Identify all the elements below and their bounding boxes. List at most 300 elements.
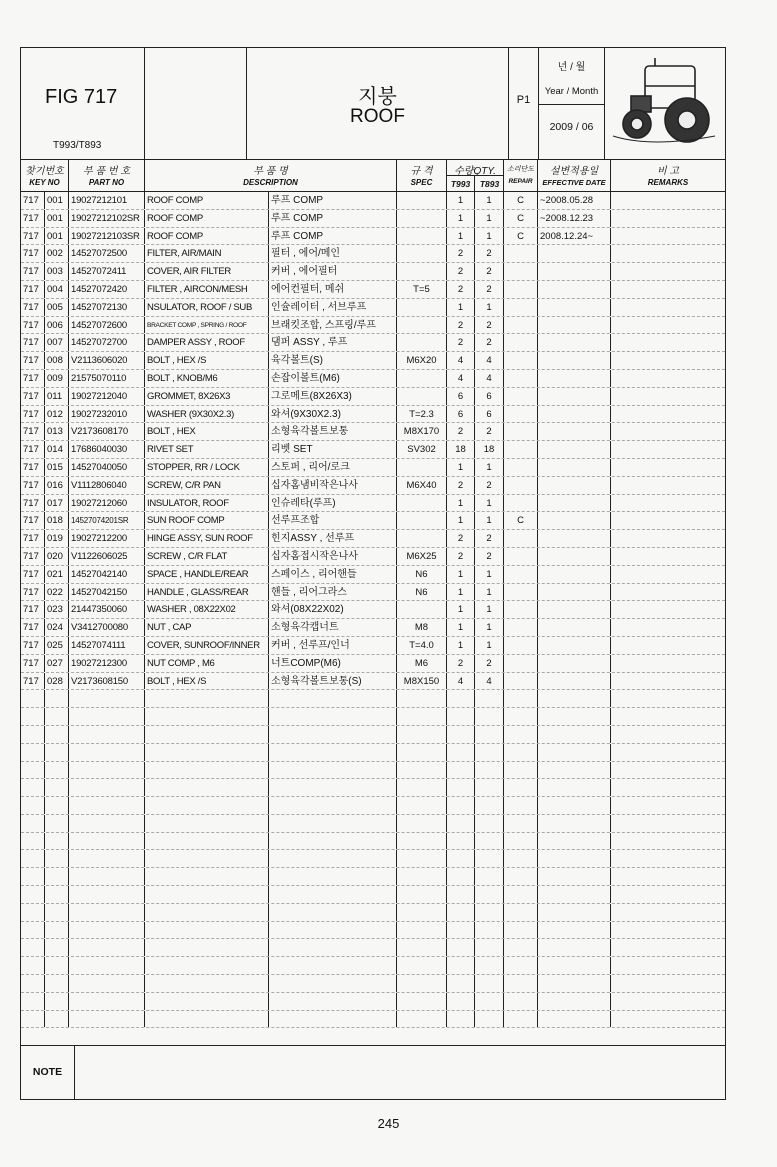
cell-q2: 1: [475, 584, 504, 601]
cell-part: 14527042140: [69, 566, 145, 583]
tractor-icon: [605, 48, 725, 159]
cell-q1: 2: [447, 245, 475, 262]
table-row: [21, 334, 725, 352]
cell-q1: 1: [447, 299, 475, 316]
cell-part: 19027212040: [69, 388, 145, 405]
cell-part: 19027212300: [69, 655, 145, 672]
table-row: [21, 459, 725, 477]
cell-eff: [538, 655, 611, 672]
cell-ko: 힌지ASSY , 선루프: [269, 530, 397, 547]
cell-k2: 002: [45, 245, 69, 262]
table-row: [21, 495, 725, 513]
cell-q1: 1: [447, 512, 475, 529]
cell-k2: 018: [45, 512, 69, 529]
cell-eff: [538, 619, 611, 636]
cell-k2: 023: [45, 601, 69, 618]
cell-rep: [504, 406, 538, 423]
empty-row: [21, 833, 725, 851]
cell-desc: ROOF COMP: [145, 210, 269, 227]
cell-eff: [538, 299, 611, 316]
cell-spec: [397, 512, 447, 529]
cell-part: 19027212060: [69, 495, 145, 512]
cell-k2: 001: [45, 192, 69, 209]
cell-k1: 717: [21, 228, 45, 245]
cell-k1: 717: [21, 655, 45, 672]
cell-k2: 008: [45, 352, 69, 369]
cell-rem: [611, 228, 725, 245]
cell-q2: 2: [475, 548, 504, 565]
parts-sheet: [20, 47, 726, 1100]
cell-desc: FILTER , AIRCON/MESH: [145, 281, 269, 298]
cell-spec: [397, 299, 447, 316]
cell-rem: [611, 245, 725, 262]
cell-rep: [504, 495, 538, 512]
cell-rep: [504, 441, 538, 458]
cell-rem: [611, 210, 725, 227]
cell-rep: [504, 619, 538, 636]
cell-rep: [504, 548, 538, 565]
cell-k2: 015: [45, 459, 69, 476]
cell-q2: 1: [475, 228, 504, 245]
cell-k1: 717: [21, 281, 45, 298]
cell-rep: C: [504, 512, 538, 529]
cell-k1: 717: [21, 548, 45, 565]
col-spec: 규 격 SPEC: [397, 160, 447, 191]
cell-part: 14527072600: [69, 317, 145, 334]
cell-q2: 1: [475, 495, 504, 512]
cell-ko: 와셔(9X30X2.3): [269, 406, 397, 423]
cell-rem: [611, 317, 725, 334]
year-month-cell: [539, 48, 605, 159]
cell-ko: 핸들 , 리어그라스: [269, 584, 397, 601]
cell-q2: 2: [475, 245, 504, 262]
cell-desc: NSULATOR, ROOF / SUB: [145, 299, 269, 316]
cell-k1: 717: [21, 530, 45, 547]
cell-k1: 717: [21, 317, 45, 334]
year-month-label-en: Year / Month: [544, 86, 599, 97]
cell-part: 19027212103SR: [69, 228, 145, 245]
cell-desc: SPACE , HANDLE/REAR: [145, 566, 269, 583]
cell-rem: [611, 441, 725, 458]
cell-rep: [504, 299, 538, 316]
cell-k1: 717: [21, 334, 45, 351]
cell-eff: [538, 584, 611, 601]
col-repair: 소리단도 REPAIR: [504, 160, 538, 191]
cell-eff: [538, 601, 611, 618]
cell-q2: 1: [475, 637, 504, 654]
cell-q1: 2: [447, 317, 475, 334]
cell-q2: 1: [475, 512, 504, 529]
cell-ko: 소형육각볼트보통(S): [269, 673, 397, 690]
cell-desc: GROMMET, 8X26X3: [145, 388, 269, 405]
cell-spec: [397, 459, 447, 476]
cell-q2: 2: [475, 530, 504, 547]
cell-eff: [538, 673, 611, 690]
cell-q1: 2: [447, 334, 475, 351]
cell-q1: 1: [447, 601, 475, 618]
table-row: [21, 601, 725, 619]
cell-ko: 십자홈냄비작은나사: [269, 477, 397, 494]
cell-eff: [538, 406, 611, 423]
cell-k2: 019: [45, 530, 69, 547]
blank-header-cell: [145, 48, 247, 159]
cell-part: 14527042150: [69, 584, 145, 601]
cell-part: 14527072420: [69, 281, 145, 298]
cell-desc: WASHER , 08X22X02: [145, 601, 269, 618]
cell-k1: 717: [21, 210, 45, 227]
cell-spec: [397, 210, 447, 227]
cell-part: 21575070110: [69, 370, 145, 387]
cell-k1: 717: [21, 388, 45, 405]
cell-q1: 6: [447, 406, 475, 423]
cell-rem: [611, 655, 725, 672]
cell-desc: BOLT , HEX /S: [145, 352, 269, 369]
cell-part: 19027212101: [69, 192, 145, 209]
cell-part: V1112806040: [69, 477, 145, 494]
cell-ko: 손잡이볼트(M6): [269, 370, 397, 387]
cell-rem: [611, 601, 725, 618]
empty-row: [21, 797, 725, 815]
cell-k1: 717: [21, 423, 45, 440]
cell-desc: STOPPER, RR / LOCK: [145, 459, 269, 476]
empty-row: [21, 815, 725, 833]
cell-eff: [538, 441, 611, 458]
cell-q2: 4: [475, 673, 504, 690]
cell-q2: 6: [475, 388, 504, 405]
cell-rep: [504, 566, 538, 583]
cell-eff: [538, 281, 611, 298]
cell-ko: 커버 , 에어필터: [269, 263, 397, 280]
note-label: NOTE: [21, 1046, 75, 1099]
cell-q2: 4: [475, 352, 504, 369]
cell-k2: 006: [45, 317, 69, 334]
cell-k2: 028: [45, 673, 69, 690]
cell-k1: 717: [21, 584, 45, 601]
table-row: [21, 210, 725, 228]
empty-row: [21, 993, 725, 1011]
cell-rep: [504, 352, 538, 369]
cell-ko: 루프 COMP: [269, 210, 397, 227]
cell-rem: [611, 637, 725, 654]
empty-row: [21, 744, 725, 762]
cell-q1: 18: [447, 441, 475, 458]
empty-row: [21, 957, 725, 975]
cell-k1: 717: [21, 441, 45, 458]
cell-part: V2173608150: [69, 673, 145, 690]
cell-q2: 6: [475, 406, 504, 423]
cell-eff: [538, 352, 611, 369]
empty-row: [21, 904, 725, 922]
empty-row: [21, 779, 725, 797]
cell-rem: [611, 370, 725, 387]
cell-spec: SV302: [397, 441, 447, 458]
cell-part: V2113606020: [69, 352, 145, 369]
col-qty: 수량QTY. T993 T893: [447, 160, 504, 191]
cell-q1: 1: [447, 584, 475, 601]
cell-k2: 001: [45, 228, 69, 245]
cell-q2: 1: [475, 619, 504, 636]
cell-q2: 2: [475, 477, 504, 494]
cell-rem: [611, 584, 725, 601]
cell-rem: [611, 192, 725, 209]
page-number: 245: [377, 1116, 400, 1131]
cell-k2: 024: [45, 619, 69, 636]
cell-rep: [504, 334, 538, 351]
cell-q2: 1: [475, 192, 504, 209]
cell-part: 19027232010: [69, 406, 145, 423]
cell-rep: [504, 281, 538, 298]
cell-k1: 717: [21, 352, 45, 369]
cell-spec: [397, 334, 447, 351]
cell-rep: [504, 637, 538, 654]
cell-k2: 005: [45, 299, 69, 316]
cell-q2: 2: [475, 423, 504, 440]
cell-q1: 1: [447, 228, 475, 245]
cell-rep: [504, 388, 538, 405]
cell-part: 14527072700: [69, 334, 145, 351]
cell-rem: [611, 548, 725, 565]
cell-k1: 717: [21, 245, 45, 262]
table-row: [21, 192, 725, 210]
cell-spec: [397, 495, 447, 512]
cell-ko: 너트COMP(M6): [269, 655, 397, 672]
cell-q1: 1: [447, 210, 475, 227]
cell-ko: 그로메트(8X26X3): [269, 388, 397, 405]
cell-spec: M6X40: [397, 477, 447, 494]
cell-k1: 717: [21, 601, 45, 618]
col-effective-date: 설변적용일 EFFECTIVE DATE: [538, 160, 611, 191]
cell-spec: T=4.0: [397, 637, 447, 654]
cell-part: 14527074111: [69, 637, 145, 654]
cell-rem: [611, 495, 725, 512]
cell-ko: 브래킷조합, 스프링/루프: [269, 317, 397, 334]
cell-rem: [611, 406, 725, 423]
cell-k1: 717: [21, 477, 45, 494]
cell-ko: 루프 COMP: [269, 192, 397, 209]
cell-ko: 에어컨필터, 메쉬: [269, 281, 397, 298]
cell-part: V3412700080: [69, 619, 145, 636]
empty-row: [21, 850, 725, 868]
cell-spec: [397, 317, 447, 334]
cell-ko: 필터 , 에어/메인: [269, 245, 397, 262]
cell-rem: [611, 388, 725, 405]
cell-rem: [611, 619, 725, 636]
col-part: 부 품 번 호 PART NO: [69, 160, 145, 191]
cell-ko: 선루프조합: [269, 512, 397, 529]
cell-ko: 인슈레타(루프): [269, 495, 397, 512]
cell-q1: 4: [447, 673, 475, 690]
cell-spec: M6X25: [397, 548, 447, 565]
cell-desc: NUT COMP , M6: [145, 655, 269, 672]
table-row: [21, 673, 725, 691]
cell-k2: 027: [45, 655, 69, 672]
cell-k2: 009: [45, 370, 69, 387]
cell-k2: 012: [45, 406, 69, 423]
cell-rem: [611, 530, 725, 547]
cell-q2: 18: [475, 441, 504, 458]
table-row: [21, 370, 725, 388]
cell-k1: 717: [21, 566, 45, 583]
cell-rep: [504, 530, 538, 547]
cell-rem: [611, 566, 725, 583]
cell-q1: 1: [447, 192, 475, 209]
empty-row: [21, 868, 725, 886]
cell-rem: [611, 423, 725, 440]
cell-eff: [538, 637, 611, 654]
cell-q2: 2: [475, 317, 504, 334]
cell-ko: 육각볼트(S): [269, 352, 397, 369]
cell-k2: 020: [45, 548, 69, 565]
cell-spec: M8X150: [397, 673, 447, 690]
cell-q1: 2: [447, 655, 475, 672]
cell-spec: N6: [397, 566, 447, 583]
empty-row: [21, 1011, 725, 1029]
cell-k2: 007: [45, 334, 69, 351]
cell-q2: 2: [475, 263, 504, 280]
cell-rep: C: [504, 210, 538, 227]
cell-desc: COVER, SUNROOF/INNER: [145, 637, 269, 654]
title-cell: [247, 48, 509, 159]
cell-rem: [611, 673, 725, 690]
cell-eff: [538, 548, 611, 565]
cell-k1: 717: [21, 459, 45, 476]
cell-rep: [504, 655, 538, 672]
cell-rep: [504, 317, 538, 334]
cell-q1: 1: [447, 619, 475, 636]
table-row: [21, 566, 725, 584]
table-row: [21, 477, 725, 495]
cell-q1: 2: [447, 530, 475, 547]
cell-rem: [611, 299, 725, 316]
cell-k2: 021: [45, 566, 69, 583]
cell-spec: [397, 370, 447, 387]
cell-part: V2173608170: [69, 423, 145, 440]
cell-ko: 인슐레이터 , 서브루프: [269, 299, 397, 316]
cell-q1: 1: [447, 566, 475, 583]
cell-q2: 2: [475, 334, 504, 351]
page-code: P1: [516, 94, 531, 106]
cell-desc: BOLT , KNOB/M6: [145, 370, 269, 387]
cell-q2: 1: [475, 601, 504, 618]
cell-k2: 022: [45, 584, 69, 601]
cell-k1: 717: [21, 673, 45, 690]
table-row: [21, 245, 725, 263]
cell-desc: WASHER (9X30X2.3): [145, 406, 269, 423]
cell-q2: 1: [475, 566, 504, 583]
cell-ko: 루프 COMP: [269, 228, 397, 245]
cell-spec: T=5: [397, 281, 447, 298]
empty-row: [21, 708, 725, 726]
title-english: ROOF: [350, 106, 405, 127]
cell-part: 14527072130: [69, 299, 145, 316]
cell-q1: 1: [447, 637, 475, 654]
title-korean: 지붕: [358, 86, 397, 108]
cell-k2: 016: [45, 477, 69, 494]
cell-spec: [397, 530, 447, 547]
cell-part: 21447350060: [69, 601, 145, 618]
cell-q1: 1: [447, 495, 475, 512]
cell-ko: 댐퍼 ASSY , 루프: [269, 334, 397, 351]
cell-spec: [397, 263, 447, 280]
cell-rep: [504, 459, 538, 476]
cell-q2: 1: [475, 299, 504, 316]
cell-k2: 003: [45, 263, 69, 280]
cell-desc: BOLT , HEX /S: [145, 673, 269, 690]
note-area: [21, 1045, 725, 1099]
cell-rep: [504, 673, 538, 690]
cell-desc: INSULATOR, ROOF: [145, 495, 269, 512]
cell-k1: 717: [21, 263, 45, 280]
cell-rem: [611, 512, 725, 529]
empty-row: [21, 975, 725, 993]
cell-spec: M8: [397, 619, 447, 636]
cell-k2: 017: [45, 495, 69, 512]
cell-rem: [611, 281, 725, 298]
cell-desc: NUT , CAP: [145, 619, 269, 636]
empty-row: [21, 886, 725, 904]
cell-k1: 717: [21, 406, 45, 423]
cell-rem: [611, 477, 725, 494]
cell-eff: ~2008.05.28: [538, 192, 611, 209]
cell-spec: [397, 192, 447, 209]
parts-table: [21, 192, 725, 1028]
cell-eff: ~2008.12.23: [538, 210, 611, 227]
column-header: [21, 160, 725, 192]
cell-eff: [538, 512, 611, 529]
cell-ko: 커버 , 선루프/인너: [269, 637, 397, 654]
cell-eff: [538, 334, 611, 351]
table-row: [21, 619, 725, 637]
cell-desc: COVER, AIR FILTER: [145, 263, 269, 280]
cell-desc: SCREW, C/R PAN: [145, 477, 269, 494]
cell-eff: [538, 495, 611, 512]
empty-row: [21, 922, 725, 940]
empty-row: [21, 726, 725, 744]
cell-k1: 717: [21, 370, 45, 387]
cell-rem: [611, 263, 725, 280]
cell-spec: [397, 228, 447, 245]
cell-ko: 십자홈접시작은나사: [269, 548, 397, 565]
cell-q2: 1: [475, 210, 504, 227]
cell-q1: 2: [447, 281, 475, 298]
table-row: [21, 281, 725, 299]
cell-k1: 717: [21, 192, 45, 209]
cell-ko: 소형육각캡너트: [269, 619, 397, 636]
cell-k2: 004: [45, 281, 69, 298]
cell-q1: 2: [447, 548, 475, 565]
cell-part: 14527072411: [69, 263, 145, 280]
year-month-value: 2009 / 06: [549, 121, 594, 133]
cell-rep: C: [504, 192, 538, 209]
cell-eff: [538, 388, 611, 405]
table-row: [21, 352, 725, 370]
cell-k2: 001: [45, 210, 69, 227]
table-row: [21, 299, 725, 317]
table-row: [21, 317, 725, 335]
cell-eff: [538, 370, 611, 387]
figure-number: FIG 717: [45, 86, 118, 108]
cell-rep: [504, 601, 538, 618]
cell-rep: [504, 370, 538, 387]
cell-k1: 717: [21, 619, 45, 636]
cell-q1: 1: [447, 459, 475, 476]
cell-desc: HANDLE , GLASS/REAR: [145, 584, 269, 601]
cell-part: 17686040030: [69, 441, 145, 458]
cell-k1: 717: [21, 495, 45, 512]
cell-part: 14527072500: [69, 245, 145, 262]
table-row: [21, 388, 725, 406]
cell-k2: 013: [45, 423, 69, 440]
